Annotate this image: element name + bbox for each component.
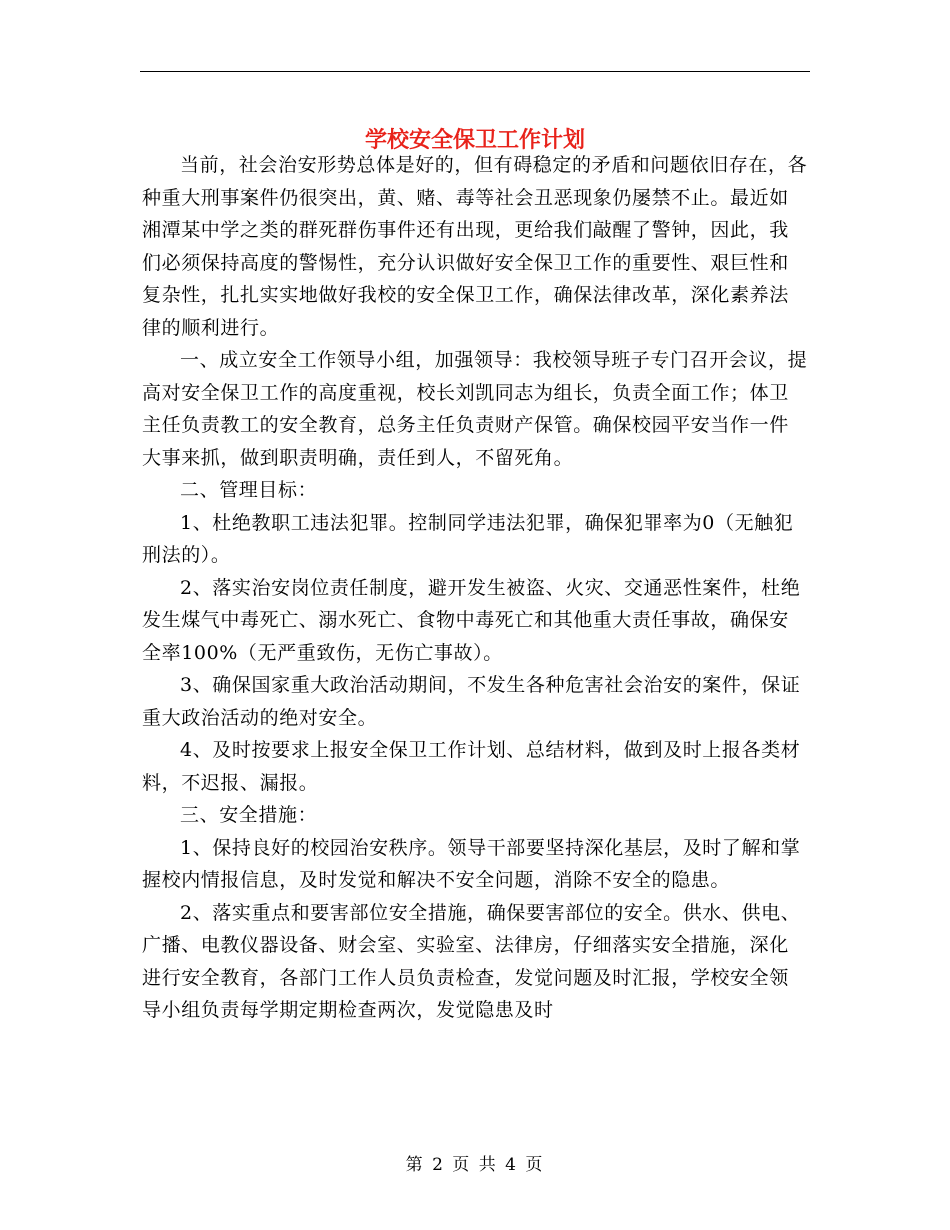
paragraph-goal-4: 4、及时按要求上报安全保卫工作计划、总结材料，做到及时上报各类材料，不迟报、漏报。 xyxy=(142,739,801,794)
page-number-footer: 第 2 页 共 4 页 xyxy=(405,1155,545,1175)
paragraph-goal-1: 1、杜绝教职工违法犯罪。控制同学违法犯罪，确保犯罪率为0（无触犯刑法的）。 xyxy=(142,511,794,566)
paragraph-measure-2: 2、落实重点和要害部位安全措施，确保要害部位的安全。供水、供电、广播、电教仪器设备、财会室、实验室、法律房，仔细落实安全措施，深化进行安全教育，各部门工作人员负责检查，发觉问题及时汇报，学校安全领导小组负责每学期定期检查两次，发觉隐患及时 xyxy=(142,901,801,1021)
header-rule xyxy=(140,71,810,72)
document-body xyxy=(142,149,808,1027)
paragraph-goal-3: 3、确保国家重大政治活动期间，不发生各种危害社会治安的案件，保证重大政治活动的绝对安全。 xyxy=(142,674,801,729)
document-title: 学校安全保卫工作计划 xyxy=(364,126,585,153)
section-heading-safety-measures: 三、安全措施： xyxy=(180,804,318,826)
paragraph-goal-2: 2、落实治安岗位责任制度，避开发生被盗、火灾、交通恶性案件，杜绝发生煤气中毒死亡、溺水死亡、食物中毒死亡和其他重大责任事故，确保安全率100%（无严重致伤，无伤亡事故）。 xyxy=(142,576,801,664)
paragraph-measure-1: 1、保持良好的校园治安秩序。领导干部要坚持深化基层，及时了解和掌握校内情报信息，及时发觉和解决不安全问题，消除不安全的隐患。 xyxy=(142,836,801,891)
section-heading-management-goals: 二、管理目标： xyxy=(180,479,318,501)
paragraph-intro: 当前，社会治安形势总体是好的，但有碍稳定的矛盾和问题依旧存在，各种重大刑事案件仍很突出，黄、赌、毒等社会丑恶现象仍屡禁不止。最近如湘潭某中学之类的群死群伤事件还有出现，更给我们敲醒了警钟，因此，我们必须保持高度的警惕性，充分认识做好安全保卫工作的重要性、艰巨性和复杂性，扎扎实实地做好我校的安全保卫工作，确保法律改革，深化素养法律的顺利进行。 xyxy=(142,154,808,339)
paragraph-section-1: 一、成立安全工作领导小组，加强领导：我校领导班子专门召开会议，提高对安全保卫工作的高度重视，校长刘凯同志为组长，负责全面工作；体卫主任负责教工的安全教育，总务主任负责财产保管。确保校园平安当作一件大事来抓，做到职责明确，责任到人，不留死角。 xyxy=(142,349,808,469)
